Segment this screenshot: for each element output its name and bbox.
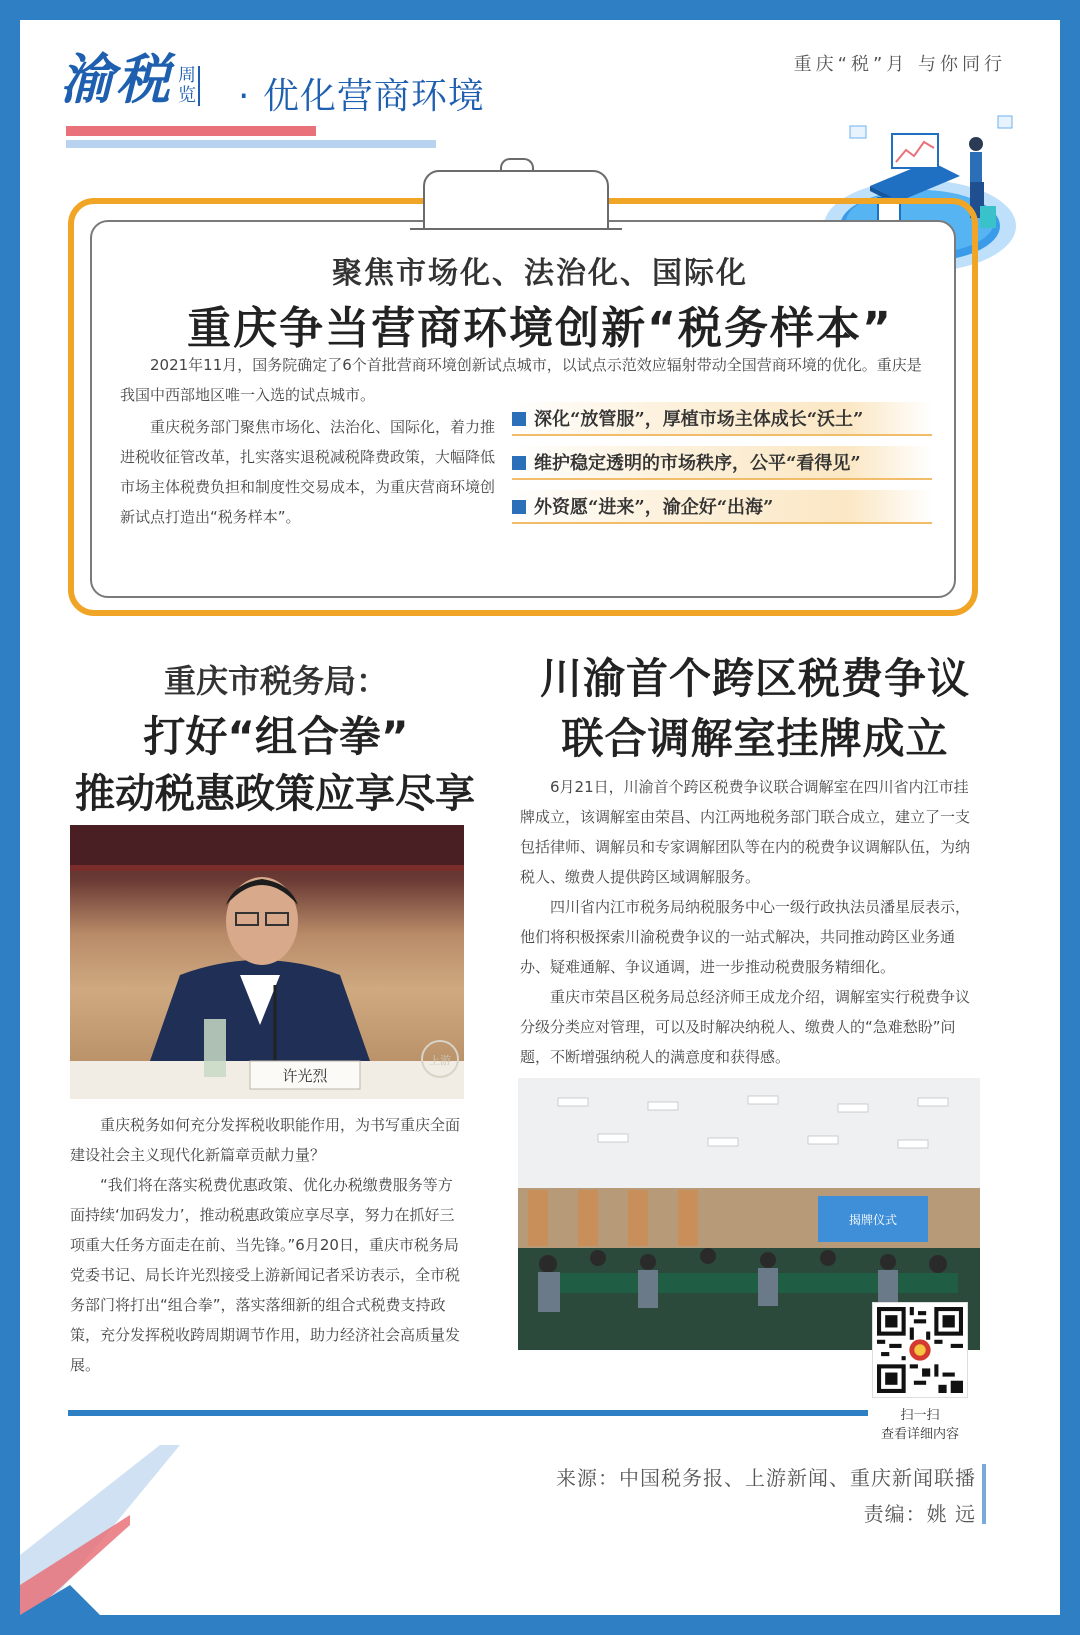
feature-bullet-text: 维护稳定透明的市场秩序，公平“看得见” (534, 453, 861, 474)
qr-code-icon (877, 1307, 963, 1393)
corner-decoration-icon (20, 1445, 220, 1615)
nameplate-text: 许光烈 (282, 1067, 328, 1085)
square-bullet-icon (512, 500, 526, 514)
left-paragraph: “我们将在落实税费优惠政策、优化办税缴费服务等方面持续‘加码发力’，推动税惠政策应享尽享，努力在抓好三项重大任务方面走在前、当先锋。”6月20日，重庆市税务局党委书记、局长许光烈接受上游新闻记者采访表示，全市税务部门将打出“组合拳”，落实落细新的组合式税费支持政策，充分发挥税收跨周期调节作用，助力经济社会高质量发展。 (70, 1176, 461, 1374)
qr-caption-details: 查看详细内容 (880, 1427, 959, 1442)
credit-side-rule (982, 1464, 986, 1524)
feature-bullet (512, 402, 932, 436)
feature-paragraph-1: 2021年11月，国务院确定了6个首批营商环境创新试点城市，以试点示范效应辐射带动全国营商环境的优化。重庆是我国中西部地区唯一入选的试点城市。 (120, 356, 922, 404)
bottom-divider (68, 1410, 868, 1416)
square-bullet-icon (512, 412, 526, 426)
feature-title: 重庆争当营商环境创新“税务样本” (187, 303, 893, 354)
interview-photo-drawing (70, 825, 464, 1099)
header-stripe-red (66, 126, 316, 136)
brand-name: 渝税 (60, 47, 172, 111)
qr-code[interactable] (872, 1302, 968, 1398)
feature-bullet-list (512, 402, 932, 534)
right-article-title-2: 联合调解室挂牌成立 (561, 714, 949, 763)
interview-photo (70, 825, 464, 1099)
clip-tab (423, 170, 609, 230)
left-article-body (70, 1110, 466, 1380)
editor-credit: 责编：姚 远 (863, 1502, 976, 1526)
brand-sub: 周览 (178, 66, 200, 106)
banner-text: 揭牌仪式 (848, 1213, 898, 1227)
left-article-kicker: 重庆市税务局： (163, 662, 388, 700)
left-paragraph: 重庆税务如何充分发挥税收职能作用，为书写重庆全面建设社会主义现代化新篇章贡献力量？ (70, 1116, 461, 1164)
feature-bullet-text: 外资愿“进来”，渝企好“出海” (534, 497, 774, 518)
feature-paragraph-2: 重庆税务部门聚焦市场化、法治化、国际化，着力推进税收征管改革，扎实落实退税减税降费政策，大幅降低市场主体税费负担和制度性交易成本，为重庆营商环境创新试点打造出“税务样本”。 (120, 418, 496, 526)
square-bullet-icon (512, 456, 526, 470)
header-title: · 优化营商环境 (238, 76, 485, 117)
photo-watermark: 上游 (429, 1054, 451, 1067)
feature-subtitle: 聚焦市场化、法治化、国际化 (332, 256, 748, 291)
header-slogan: 重庆“税”月 与你同行 (793, 54, 1006, 75)
right-article-body (520, 772, 978, 1072)
source-credit: 来源：中国税务报、上游新闻、重庆新闻联播 (556, 1466, 976, 1490)
feature-bullet (512, 490, 932, 524)
right-article-title-1: 川渝首个跨区税费争议 (539, 654, 970, 703)
header-stripe-blue (66, 140, 436, 148)
poster-page (20, 20, 1060, 1615)
qr-caption-scan: 扫一扫 (900, 1408, 940, 1423)
clip-tab-line (410, 228, 622, 230)
right-paragraph: 四川省内江市税务局纳税服务中心一级行政执法员潘星辰表示，他们将积极探索川渝税费争议的一站式解决，共同推动跨区业务通办、疑难通解、争议通调，进一步推动税费服务精细化。 (520, 898, 971, 976)
brand-logo (60, 47, 200, 111)
feature-bullet-text: 深化“放管服”，厚植市场主体成长“沃土” (534, 409, 864, 430)
left-article-title-1: 打好“组合拳” (143, 712, 409, 761)
left-article-title-2: 推动税惠政策应享尽享 (75, 771, 475, 817)
right-paragraph: 6月21日，川渝首个跨区税费争议联合调解室在四川省内江市挂牌成立，该调解室由荣昌、内江两地税务部门联合成立，建立了一支包括律师、调解员和专家调解团队等在内的税费争议调解队伍，为纳税人、缴费人提供跨区域调解服务。 (520, 778, 971, 886)
right-paragraph: 重庆市荣昌区税务局总经济师王成龙介绍，调解室实行税费争议分级分类应对管理，可以及时解决纳税人、缴费人的“急难愁盼”问题，不断增强纳税人的满意度和获得感。 (520, 988, 971, 1066)
feature-bullet (512, 446, 932, 480)
